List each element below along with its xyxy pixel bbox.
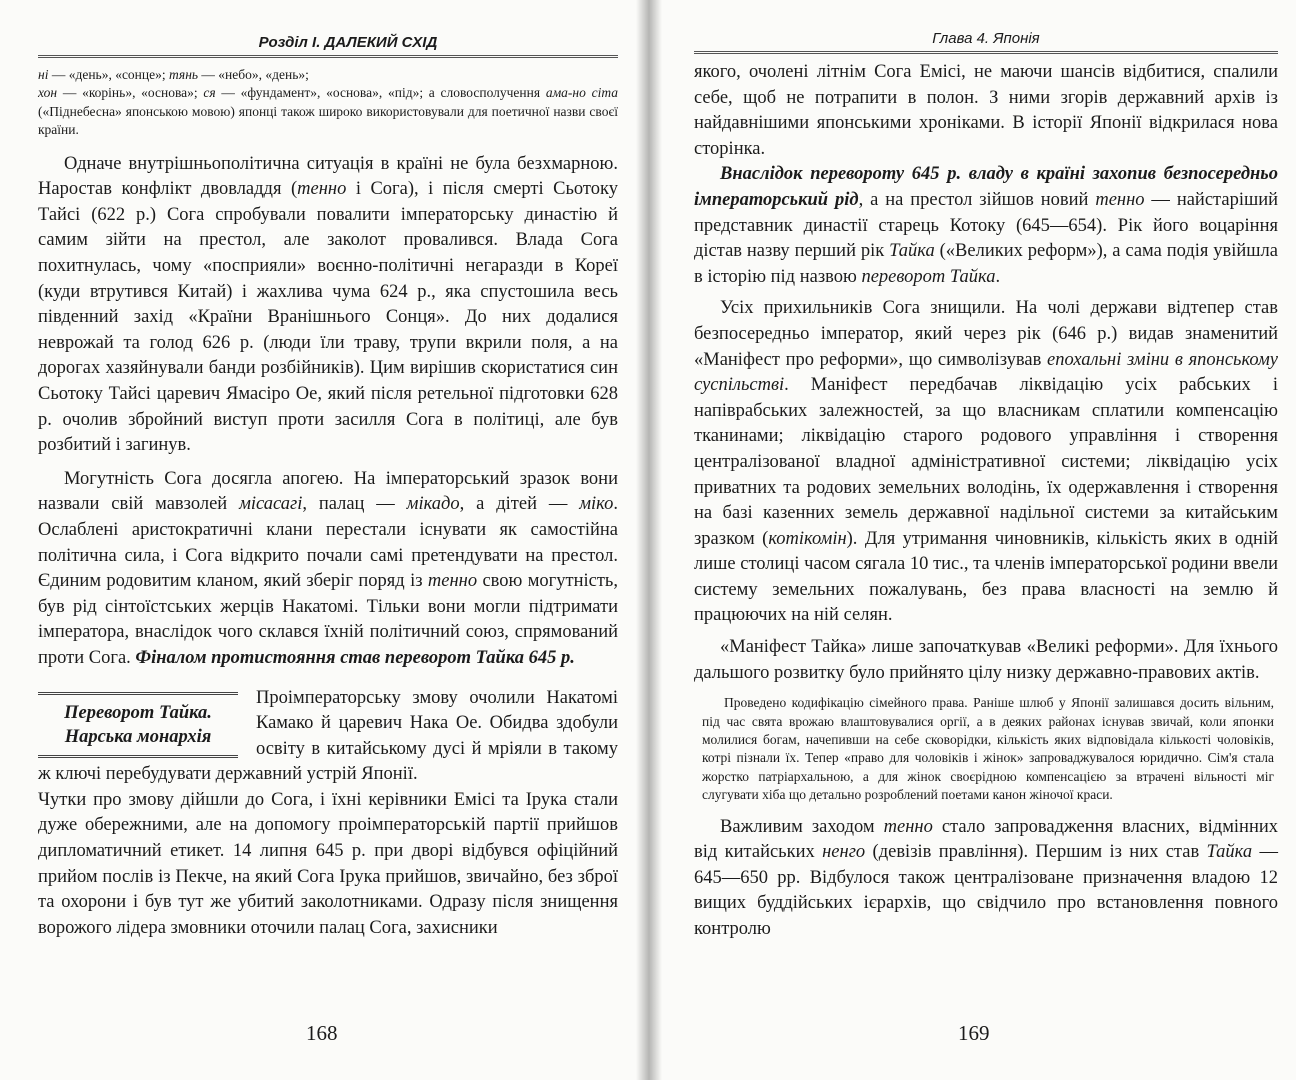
section-heading bbox=[38, 692, 238, 758]
paragraph: Внаслідок перевороту 645 р. владу в країні захопив безпосередньо імператорський рід, а на престол зійшов новий тенно — найстаріший представник династії старець Котоку (645—654). Рік його воцаріння дістав назву перший рік Тайка («Великих реформ»), а сама подія увійшла в історію під назвою переворот Тайка. bbox=[694, 164, 1279, 287]
glossary-term: тянь bbox=[169, 67, 199, 82]
glossary-text: — «день», «сонце»; bbox=[48, 67, 170, 82]
running-head-right: Глава 4. Японія bbox=[694, 30, 1278, 54]
glossary-term: хон bbox=[38, 85, 58, 101]
paragraph: Усіх прихильників Сога знищили. На чолі держави відтепер став безпосередньо імператор, який через рік (646 р.) видав знаменитий «Маніфест про реформи», що символізував епохальні зміни в японському суспільстві. Маніфест передбачав ліквідацію усіх рабських і напіврабських залежностей, за що власникам сплатили компенсацію тканинами; ліквідацію старого родового управління і створення централізованої владної адміністративної системи; ліквідацію усіх приватних та родових земельних володінь, їх одержавлення і створення на базі казенних земель державної надільної системи за китайським зразком (котікомін). Для утримання чиновників, кількість яких в одній лише столиці часом сягала 10 тис., та членів імператорської родини ввели систему земельних пожалувань, без права власності на землю й працюючих на ній селян. bbox=[694, 298, 1278, 626]
paragraph: «Маніфест Тайка» лише започаткував «Великі реформи». Для їхнього дальшого розвитку було прийнято цілу низку державно-правових актів. bbox=[694, 637, 1278, 683]
page-number: 168 bbox=[306, 1021, 338, 1045]
paragraph: Могутність Сога досягла апогею. На імператорський зразок вони назвали свій мавзолей місасагі, палац — мікадо, а дітей — міко. Ослаблені аристократичні клани перестали існувати як самостійна політична сила, і Сога відкрито почали самі претендувати на престол. Єдиним родовитим кланом, який зберіг поряд із тенно свою могутність, був рід сінтоїстських жерців Накатомі. Тільки вони могли підтримати імператора, внаслідок чого склався їхній політичний союз, спрямований проти Сога. Фіналом протистояння став переворот Тайка 645 р. bbox=[38, 468, 618, 668]
section bbox=[38, 686, 618, 942]
paragraph: Проімператорську змову очолили Накатомі Камако й царевич Нака Ое. Обидва здобули освіту в китайському дусі й мріяли в такому ж ключі перебудувати державний устрій Японії. bbox=[38, 687, 618, 785]
glossary-term: ама-но сіта bbox=[545, 85, 619, 101]
running-head-left: Розділ І. ДАЛЕКИЙ СХІД bbox=[38, 34, 618, 58]
paragraph: Одначе внутрішньополітична ситуація в країні не була безхмарною. Наростав конфлікт двовладдя (тенно і Сога), і після смерті Сьотоку Тайсі (622 р.) Сога спробували повалити імператорську династію й самим зійти на престол, але заколот провалився. Влада Сога похитнулась, чому «посприяли» воєнно-політичні негаразди в Кореї (куди втрутився Китай) і жахлива чума 624 р., яка спустошила весь південний захід «Країни Вранішнього Сонця». До них додалися неврожай та голод 626 р. (люди їли траву, трупи вкрили поля, а на дорогах хазяйнували банди розбійників). Цим вирішив скористатися син Сьотоку Тайсі царевич Ямасіро Ое, який після ретельної підготовки 628 р. очолив збройний виступ проти засилля Сога в політиці, але був розбитий і загинув. bbox=[38, 153, 618, 456]
glossary-note bbox=[38, 66, 618, 140]
page-number: 169 bbox=[958, 1021, 990, 1045]
glossary-text: — «фундамент», «основа», «під»; а словосполучення bbox=[215, 85, 546, 101]
paragraph: якого, очолені літнім Сога Емісі, не маючи шансів відбитися, спалили себе, щоб не потрапити в полон. З ними згорів державний архів із найдавнішими японськими хроніками. В історії Японії відкрилася нова сторінка. bbox=[694, 62, 1278, 159]
glossary-text: — «корінь», «основа»; bbox=[57, 85, 204, 101]
side-note: Проведено кодифікацію сімейного права. Раніше шлюб у Японії залишався досить вільним, під час свята врожаю влаштовувалися оргії, а в деяких районах існував звичай, коли японки молилися богам, начепивши на себе сковорідки, кількість яких відповідала кількості чоловіків, котрі пізнали їх. Тепер «право для чоловіків і жінок» запроваджувалося юридично. Сім'я стала жорстко патріархальною, а для жінок своєрідною компенсацією за втрачені вільності міг слугувати хіба що детально розроблений поетами канон жіночої краси. bbox=[702, 695, 1274, 803]
right-page bbox=[648, 0, 1296, 1080]
section-title-line: Переворот Тайка. bbox=[64, 702, 212, 723]
glossary-term: ні bbox=[38, 67, 49, 82]
glossary-text: — «небо», «день»; bbox=[198, 67, 309, 82]
paragraph: Чутки про змову дійшли до Сога, і їхні керівники Емісі та Ірука стали дуже обережними, але на допомогу проімператорській партії прийшов дипломатичний етикет. 14 липня 645 р. при дворі відбувся офіційний прийом послів із Пекче, на який Сога Ірука прийшов, звичайно, без зброї та охорони і був тут же убитий заколотниками. Одразу після знищення ворожого лідера змовники оточили палац Сога, захисники bbox=[38, 789, 618, 938]
glossary-term: ся bbox=[203, 85, 216, 101]
glossary-text: («Піднебесна» японською мовою) японці також широко використовували для поетичної назви своєї країни. bbox=[38, 103, 618, 138]
section-title-line: Нарська монархія bbox=[64, 726, 212, 747]
paragraph: Важливим заходом тенно стало запровадження власних, відмінних від китайських ненго (девізів правління). Першим із них став Тайка — 645—650 рр. Відбулося також централізоване призначення владою 12 вищих буддійських ієрархів, що свідчило про встановлення повного контролю bbox=[694, 816, 1279, 940]
